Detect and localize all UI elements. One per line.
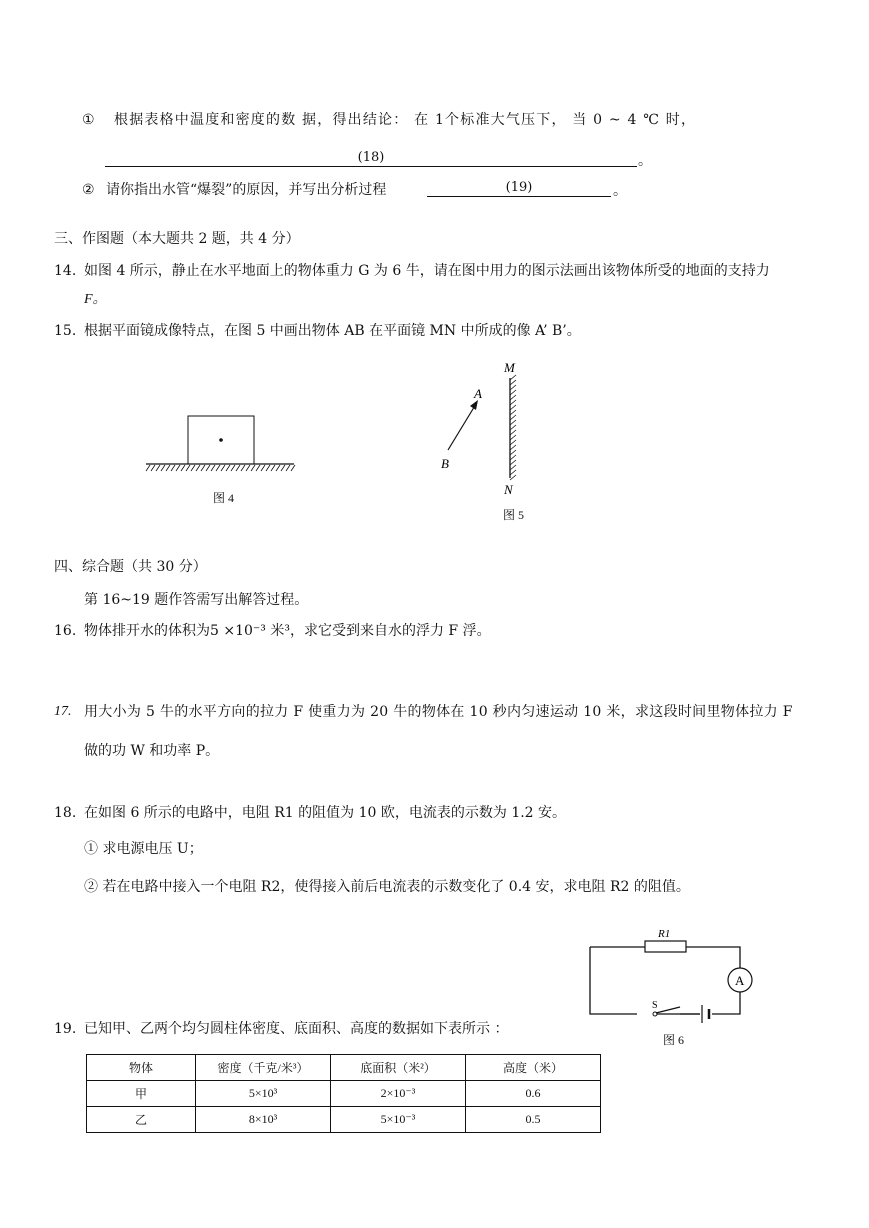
table-header-cell: 底面积（米²） [331, 1055, 466, 1081]
table-cell: 5×10³ [196, 1081, 331, 1107]
center-of-mass-dot [219, 438, 223, 442]
mirror-hatching [510, 375, 516, 480]
object-arrowhead [470, 400, 478, 410]
label-b: B [441, 456, 449, 471]
resistor-r1-label: R1 [658, 928, 671, 940]
q16-text: 物体排开水的体积为5 ×10⁻³ 米³，求它受到来自水的浮力 F 浮。 [84, 623, 491, 639]
table-header-row [87, 1055, 601, 1081]
label-n: N [504, 482, 513, 497]
circuit-wires [590, 947, 740, 1014]
q18-number: 18. [54, 805, 77, 821]
q13-part2-mark: ② [82, 182, 95, 198]
table-row [87, 1107, 601, 1133]
blank-18-end: 。 [638, 153, 652, 169]
figure-4 [140, 405, 300, 475]
figure-6-circuit [585, 925, 760, 1025]
figure-5 [430, 358, 550, 503]
table-row [87, 1081, 601, 1107]
q19-text: 已知甲、乙两个均匀圆柱体密度、底面积、高度的数据如下表所示 ： [84, 1021, 509, 1037]
blank-19-end: 。 [613, 183, 627, 199]
figure-5-caption: 图 5 [503, 508, 525, 522]
table-header-cell: 物体 [87, 1055, 196, 1081]
table-header-cell: 高度（米） [466, 1055, 601, 1081]
figure-6-caption: 图 6 [663, 1033, 685, 1047]
q18-text: 在如图 6 所示的电路中，电阻 R1 的阻值为 10 欧，电流表的示数为 1.2 安。 [84, 805, 567, 821]
switch-label: S [652, 1000, 658, 1011]
table-header-cell: 密度（千克/米³） [196, 1055, 331, 1081]
q14-text-line2: F。 [84, 292, 107, 307]
q14-text-line1: 如图 4 所示，静止在水平地面上的物体重力 G 为 6 牛，请在图中用力的图示法画出该物体所受的地面的支持力 [84, 263, 770, 279]
q14-number: 14. [54, 263, 77, 279]
label-m: M [504, 360, 515, 375]
section-4-heading: 四、综合题（共 30 分） [54, 559, 207, 575]
q15-text: 根据平面镜成像特点，在图 5 中画出物体 AB 在平面镜 MN 中所成的像 A’ B’。 [84, 323, 581, 339]
answer-blank-18[interactable]: (18) [105, 150, 637, 167]
q17-text-line2: 做的功 W 和功率 P。 [84, 743, 220, 759]
q16-number: 16. [54, 623, 77, 639]
table-cell: 8×10³ [196, 1107, 331, 1133]
object-ab-line [448, 404, 476, 450]
q18-part1: ① 求电源电压 U； [84, 841, 203, 857]
resistor-r1 [645, 941, 686, 952]
table-cell: 0.6 [466, 1081, 601, 1107]
section-4-note: 第 16~19 题作答需写出解答过程。 [84, 592, 309, 608]
figure-4-caption: 图 4 [213, 491, 235, 505]
q15-number: 15. [54, 323, 77, 339]
q13-part1-text: 根据表格中温度和密度的数 据，得出结论： 在 1个标准大气压下， 当 0 ~ 4 ℃ 时， [114, 112, 697, 128]
q18-part2: ② 若在电路中接入一个电阻 R2，使得接入前后电流表的示数变化了 0.4 安，求电阻 R2 的阻值。 [84, 879, 690, 895]
answer-blank-19[interactable]: (19) [427, 180, 611, 197]
q13-part2-text: 请你指出水管“爆裂”的原因，并写出分析过程 [106, 182, 387, 198]
density-data-table [86, 1054, 601, 1133]
q17-number: 17. [54, 704, 72, 719]
q17-text-line1: 用大小为 5 牛的水平方向的拉力 F 使重力为 20 牛的物体在 10 秒内匀速运动 10 米，求这段时间里物体拉力 F [84, 704, 793, 720]
table-cell: 2×10⁻³ [331, 1081, 466, 1107]
section-3-heading: 三、作图题（本大题共 2 题，共 4 分） [54, 231, 300, 247]
label-a: A [474, 386, 482, 401]
switch-lever [656, 1007, 680, 1013]
q19-number: 19. [54, 1021, 77, 1037]
table-cell: 5×10⁻³ [331, 1107, 466, 1133]
table-cell: 0.5 [466, 1107, 601, 1133]
q13-part1-mark: ① [82, 112, 95, 128]
ammeter-label: A [735, 973, 745, 988]
table-cell: 甲 [87, 1081, 196, 1107]
ground-hatching [146, 465, 295, 471]
table-cell: 乙 [87, 1107, 196, 1133]
